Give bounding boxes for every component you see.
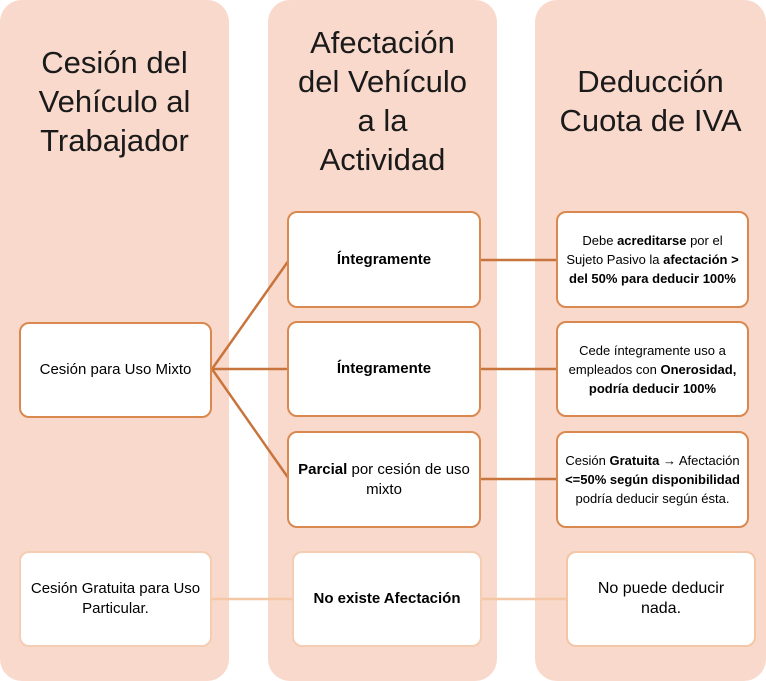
bold-text: afectación > del 50% para deducir 100% bbox=[569, 252, 739, 286]
box-no-puede-deducir bbox=[566, 551, 756, 647]
text: por el Sujeto Pasivo la bbox=[566, 233, 723, 267]
title-line: del Vehículo bbox=[298, 64, 467, 99]
box-label bbox=[297, 460, 471, 500]
box-deduccion-3 bbox=[556, 431, 749, 528]
title-line: Afectación bbox=[310, 25, 455, 60]
text: Cesión bbox=[565, 453, 610, 468]
box-label: Cesión para Uso Mixto bbox=[39, 361, 192, 378]
connector-mixto-row3 bbox=[212, 369, 289, 479]
box-label: No puede deducir nada. bbox=[597, 580, 725, 617]
connector-mixto-row1 bbox=[212, 260, 289, 369]
title-line: Actividad bbox=[319, 142, 446, 177]
text: Cede íntegramente uso a empleados con bbox=[568, 342, 726, 377]
box-label: Íntegramente bbox=[336, 360, 432, 377]
box-label: Íntegramente bbox=[336, 250, 432, 268]
box-cesion-uso-mixto bbox=[19, 322, 212, 418]
box-label: No existe Afectación bbox=[313, 590, 461, 607]
box-label bbox=[564, 341, 741, 398]
box-parcial bbox=[287, 431, 481, 528]
box-deduccion-2 bbox=[556, 321, 749, 417]
title-line: Cuota de IVA bbox=[559, 103, 742, 138]
title-line: Deducción bbox=[577, 64, 724, 99]
box-integramente-1 bbox=[287, 211, 481, 308]
box-label bbox=[564, 231, 741, 288]
box-cesion-gratuita bbox=[19, 551, 212, 647]
title-line: Vehículo al bbox=[38, 84, 191, 119]
box-no-existe-afectacion bbox=[292, 551, 482, 647]
bold-text: <=50% según disponibilidad bbox=[565, 472, 740, 487]
bold-text: Parcial bbox=[298, 460, 348, 478]
title-line: Cesión del bbox=[41, 45, 188, 80]
box-label: Cesión Gratuita para Uso Particular. bbox=[30, 580, 201, 617]
title-line: Trabajador bbox=[40, 123, 189, 158]
box-deduccion-1 bbox=[556, 211, 749, 308]
bold-text: acreditarse bbox=[617, 233, 687, 248]
box-integramente-2 bbox=[287, 321, 481, 417]
box-label bbox=[564, 451, 748, 508]
text: Debe bbox=[582, 233, 618, 248]
text: podría deducir según ésta. bbox=[575, 472, 748, 506]
text: por cesión de uso mixto bbox=[347, 460, 470, 498]
text: → Afectación bbox=[659, 453, 740, 468]
bold-text: Onerosidad, podría deducir 100% bbox=[588, 361, 737, 396]
bold-text: Gratuita bbox=[609, 453, 660, 468]
title-line: a la bbox=[357, 103, 408, 138]
